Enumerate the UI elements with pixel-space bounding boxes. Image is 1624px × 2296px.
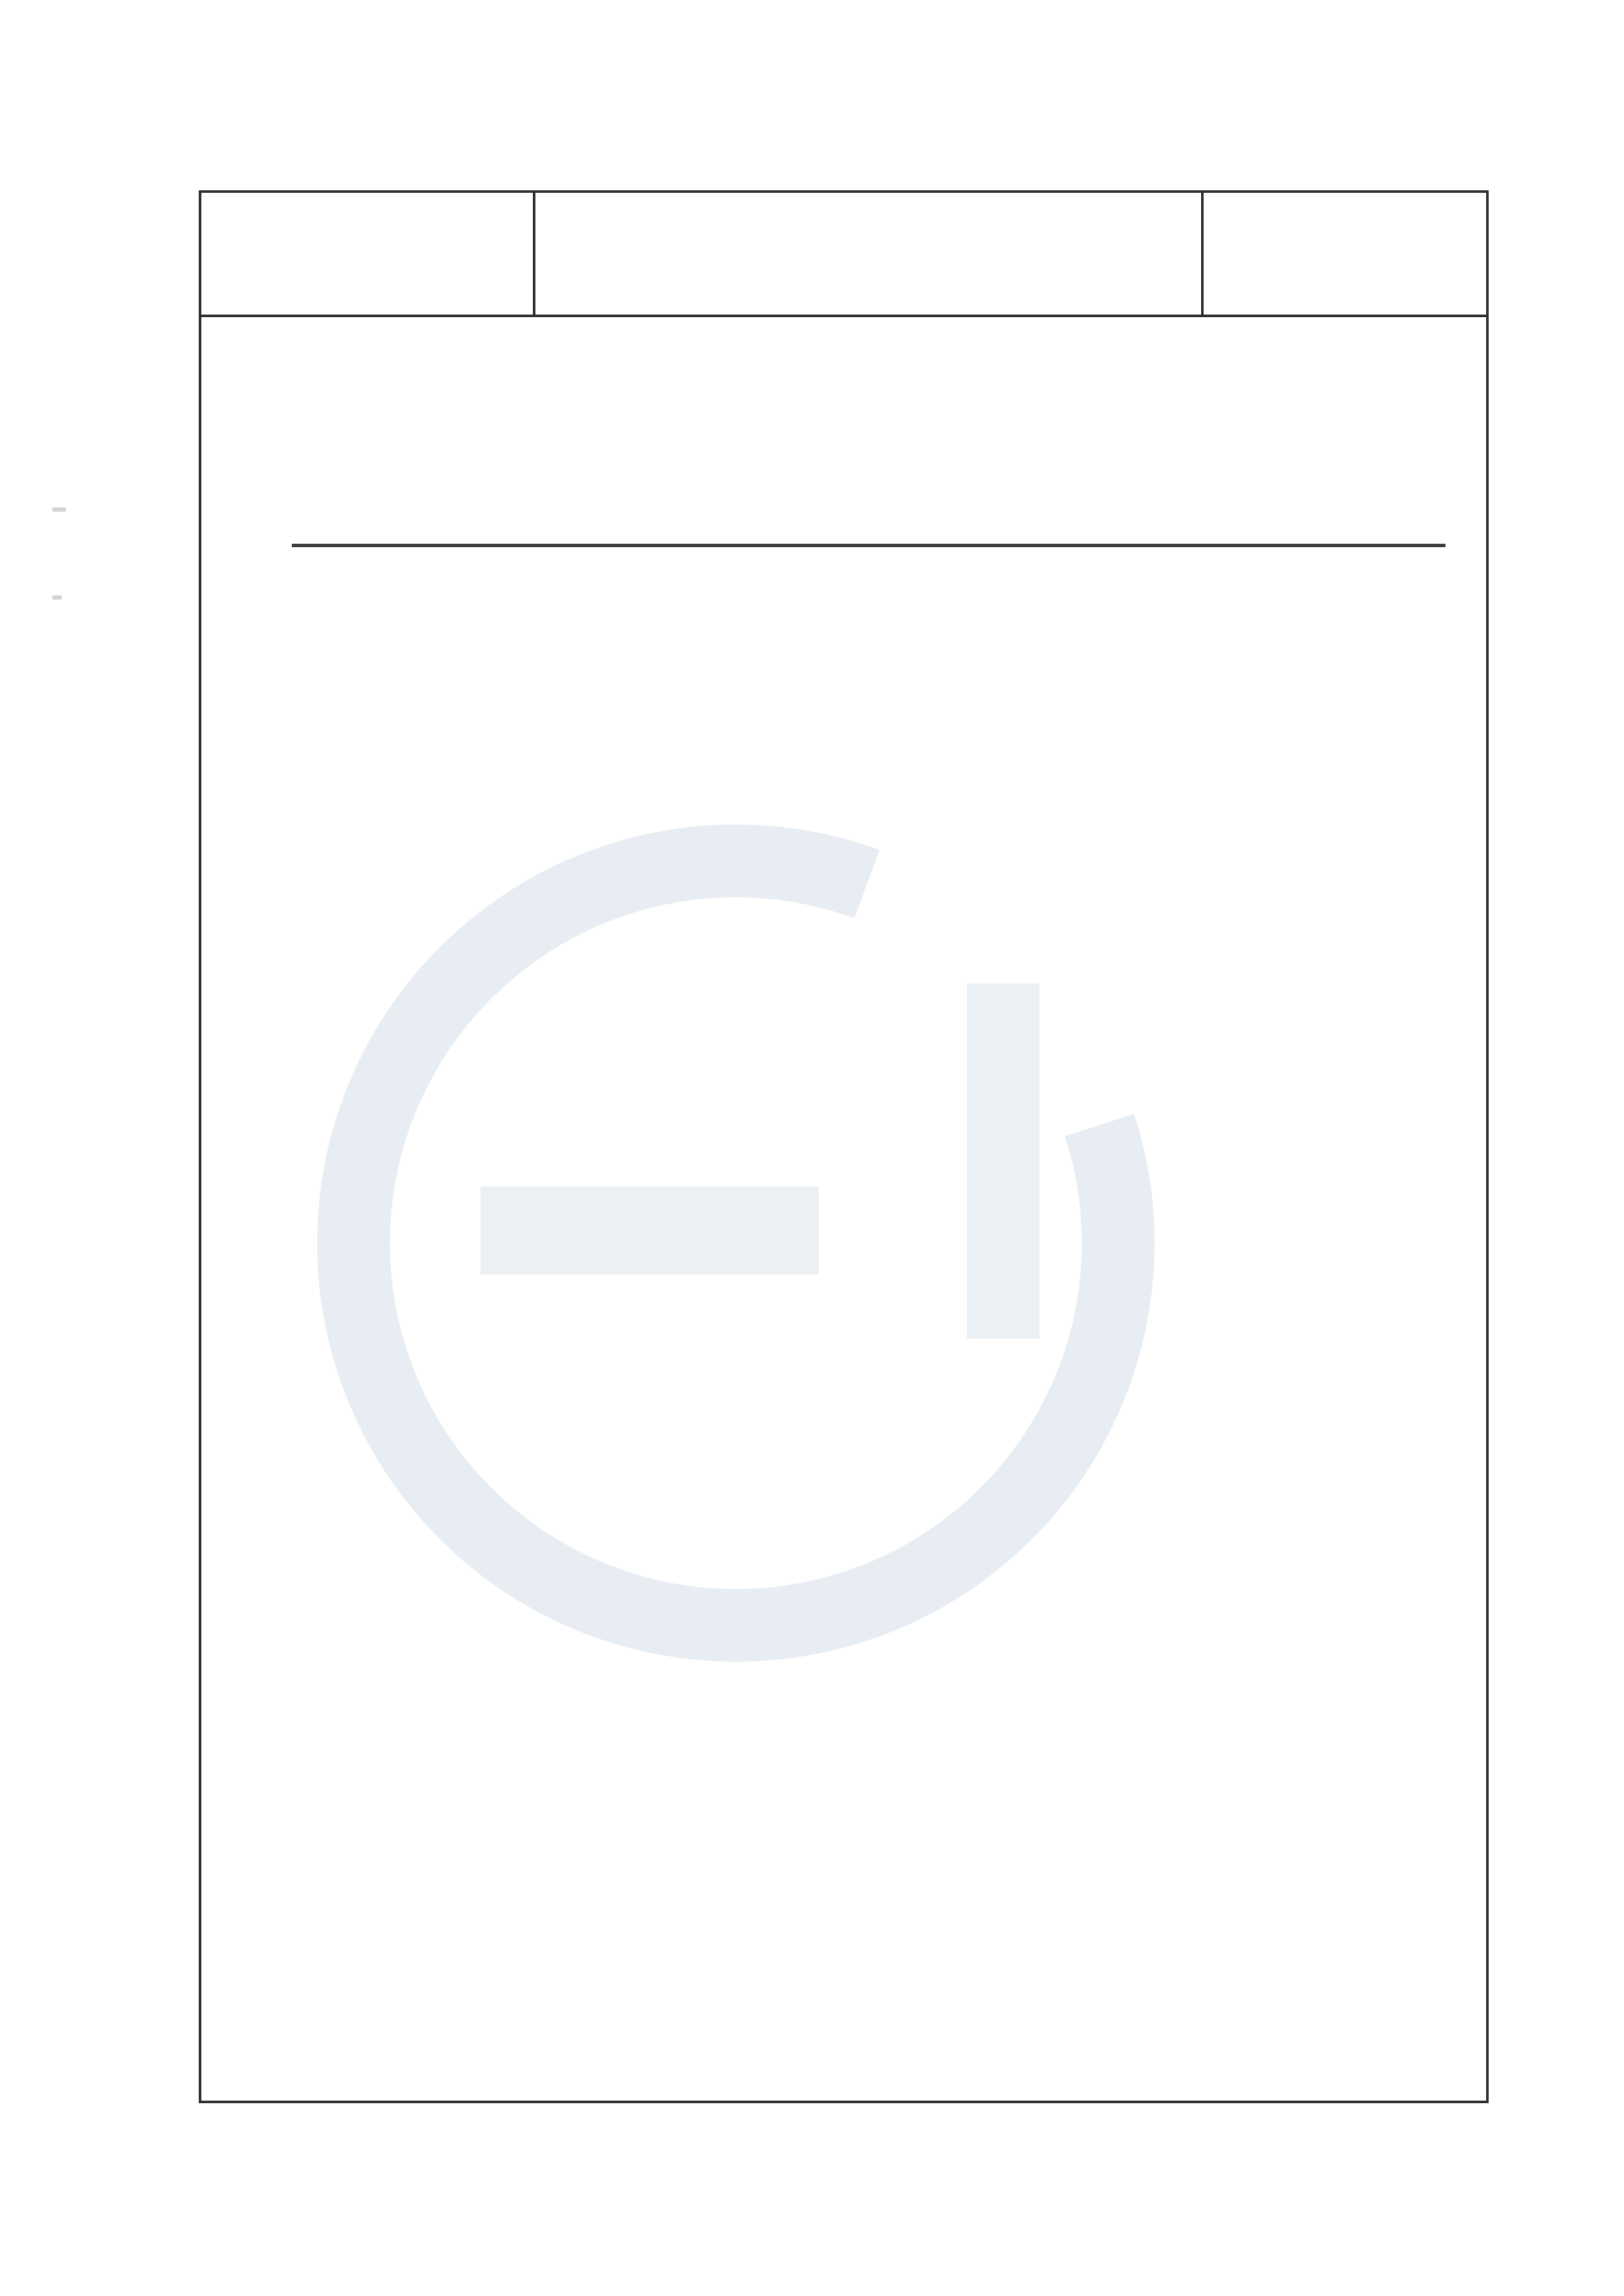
report-border-frame: [199, 190, 1489, 2103]
impulse-charts-grid: [292, 544, 1446, 547]
company-cell: [535, 193, 1204, 315]
report-title-cell: [201, 193, 535, 315]
report-number-cell: [1204, 193, 1482, 315]
scan-artifact: [52, 507, 66, 512]
scan-artifact: [52, 595, 62, 600]
report-header-table: [201, 193, 1486, 317]
company-watermark: [201, 193, 1486, 2101]
